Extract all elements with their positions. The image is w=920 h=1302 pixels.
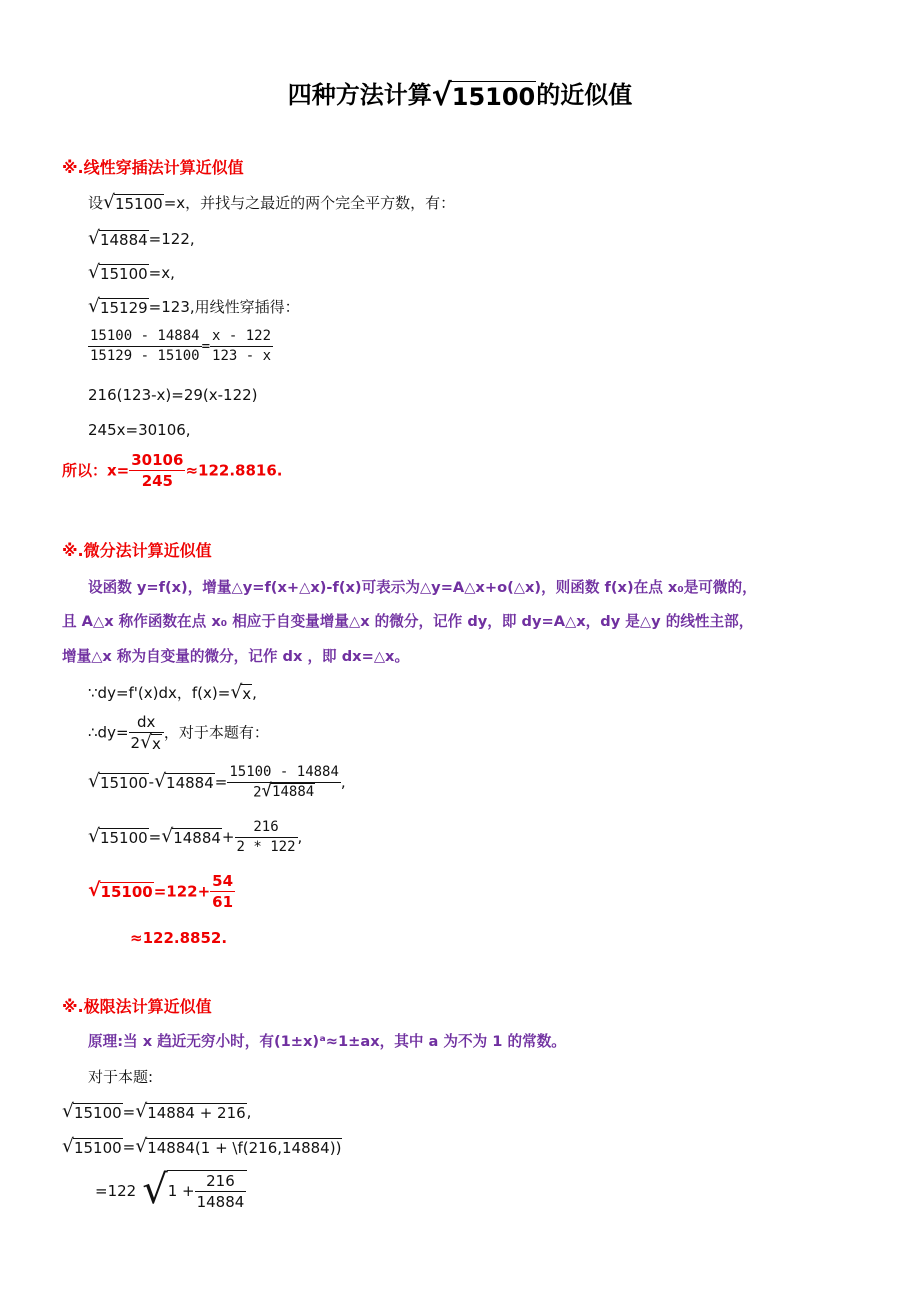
denominator: 2 * 122 bbox=[236, 838, 296, 855]
fraction bbox=[227, 763, 341, 802]
page-title bbox=[0, 78, 920, 112]
radicand: 14884 bbox=[173, 828, 221, 847]
section-heading-linear: ※.线性穿插法计算近似值 bbox=[62, 158, 244, 177]
limit-intro: 对于本题: bbox=[88, 1068, 154, 1086]
limit-principle: 原理:当 x 趋近无穷小时，有(1±x)ᵃ≈1±ax，其中 a 为不为 1 的常数。 bbox=[88, 1033, 566, 1050]
sqrt-symbol: √ 14884 bbox=[154, 770, 214, 792]
equals-sign: = bbox=[201, 338, 211, 355]
text: 2 bbox=[130, 734, 141, 753]
sqrt-symbol: √ 14884 bbox=[261, 780, 315, 801]
text: 2 bbox=[253, 784, 262, 801]
text: , bbox=[252, 684, 257, 702]
limit-line-2 bbox=[62, 1136, 342, 1158]
sqrt-symbol: √ 15100 bbox=[88, 770, 148, 792]
section-heading-limit: ※.极限法计算近似值 bbox=[62, 997, 212, 1016]
denominator: 14884 bbox=[196, 1193, 245, 1212]
title-suffix: 的近似值 bbox=[536, 81, 633, 109]
text: 设 bbox=[88, 194, 104, 212]
text: ∴dy= bbox=[88, 723, 129, 742]
radicand: 15100 bbox=[99, 264, 148, 283]
fraction bbox=[235, 818, 298, 857]
sqrt-symbol: √ 15129 bbox=[88, 295, 148, 317]
text: =122 bbox=[95, 1181, 137, 1200]
fraction bbox=[129, 712, 164, 754]
title-prefix: 四种方法计算 bbox=[287, 81, 432, 109]
section-heading-differential: ※.微分法计算近似值 bbox=[62, 541, 212, 560]
text: ≈122.8816. bbox=[185, 461, 283, 480]
numerator: x - 122 bbox=[210, 327, 273, 347]
equals-sign: = bbox=[148, 827, 162, 846]
text: 所以：x= bbox=[62, 461, 130, 480]
fraction bbox=[195, 1171, 247, 1213]
sqrt-symbol: √ 14884(1 + \f(216,14884)) bbox=[135, 1135, 342, 1157]
radicand bbox=[167, 1170, 248, 1213]
linear-line-7: 245x=30106, bbox=[88, 421, 191, 439]
radicand: 15100 bbox=[114, 194, 163, 213]
text: =x，并找与之最近的两个完全平方数，有： bbox=[163, 194, 456, 212]
differential-definition-3: 增量△x 称为自变量的微分，记作 dx ，即 dx=△x。 bbox=[62, 648, 410, 665]
radicand: 15100 bbox=[73, 1103, 122, 1122]
denominator: 123 - x bbox=[212, 347, 272, 364]
numerator: 54 bbox=[210, 871, 235, 892]
numerator: 216 bbox=[195, 1171, 247, 1192]
sqrt-symbol: √ 14884 + 216 bbox=[135, 1100, 246, 1122]
limit-line-3 bbox=[95, 1167, 247, 1213]
linear-result bbox=[62, 450, 282, 492]
radicand: x bbox=[152, 734, 161, 753]
equals-sign: = bbox=[122, 1138, 136, 1156]
differential-definition-2: 且 A△x 称作函数在点 x₀ 相应于自变量增量△x 的微分，记作 dy，即 dy=A△x，dy 是△y 的线性主部， bbox=[62, 613, 754, 630]
numerator: 216 bbox=[235, 818, 298, 838]
equals-sign: = bbox=[122, 1103, 136, 1121]
radicand: 14884 bbox=[99, 230, 148, 249]
sqrt-symbol: √ 1 + $\frac{216}{14884}$ bbox=[142, 1170, 247, 1213]
sqrt-symbol: √ 15100 bbox=[431, 77, 536, 113]
text: , bbox=[340, 773, 346, 792]
denominator bbox=[129, 733, 164, 753]
text: , bbox=[297, 827, 303, 846]
numerator: 15100 - 14884 bbox=[227, 763, 341, 783]
sqrt-symbol: √ 15100 bbox=[88, 261, 148, 283]
text: =123,用线性穿插得： bbox=[148, 298, 300, 316]
differential-line-4 bbox=[88, 818, 302, 857]
differential-definition-1: 设函数 y=f(x)，增量△y=f(x+△x)-f(x)可表示为△y=A△x+o(△x)，则函数 f(x)在点 x₀是可微的， bbox=[88, 579, 757, 596]
text: =x, bbox=[148, 264, 175, 282]
radicand: 14884 bbox=[272, 783, 315, 800]
numerator: dx bbox=[129, 712, 164, 733]
sqrt-symbol: √ 15100 bbox=[62, 1100, 122, 1122]
radicand: 15100 bbox=[99, 773, 148, 792]
radicand: x bbox=[242, 684, 252, 703]
radicand: 14884 bbox=[166, 773, 214, 792]
sqrt-symbol: √ 15100 bbox=[88, 879, 153, 901]
sqrt-symbol: √ 15100 bbox=[103, 191, 163, 213]
linear-line-3 bbox=[88, 262, 175, 284]
title-radicand: 15100 bbox=[451, 82, 536, 111]
denominator: 61 bbox=[212, 893, 234, 912]
sqrt-symbol: √ 15100 bbox=[62, 1135, 122, 1157]
radicand: 15129 bbox=[99, 298, 148, 317]
interpolation-equation bbox=[88, 327, 273, 366]
linear-line-2 bbox=[88, 228, 195, 250]
equals-sign: = bbox=[214, 773, 228, 792]
differential-line-1 bbox=[88, 682, 257, 704]
sqrt-symbol: √ x bbox=[140, 731, 161, 753]
radicand: 15100 bbox=[100, 882, 153, 901]
denominator: 245 bbox=[141, 472, 173, 491]
text: - bbox=[148, 773, 155, 792]
text: =122, bbox=[148, 230, 195, 248]
text: 1 + bbox=[167, 1182, 195, 1201]
linear-line-6: 216(123-x)=29(x-122) bbox=[88, 386, 258, 404]
linear-line-4 bbox=[88, 296, 300, 318]
numerator: 30106 bbox=[129, 450, 185, 471]
sqrt-symbol: √ 14884 bbox=[161, 825, 221, 847]
fraction bbox=[210, 327, 273, 366]
radicand: 14884 + 216 bbox=[147, 1103, 246, 1122]
fraction bbox=[88, 327, 202, 366]
denominator bbox=[227, 780, 341, 802]
differential-result bbox=[88, 871, 235, 913]
fraction bbox=[210, 871, 235, 913]
radicand: 15100 bbox=[99, 828, 148, 847]
fraction bbox=[129, 450, 185, 492]
differential-line-2 bbox=[88, 712, 269, 754]
differential-line-3 bbox=[88, 763, 346, 802]
text: , bbox=[246, 1103, 252, 1121]
sqrt-symbol: √ 14884 bbox=[88, 227, 148, 249]
differential-approx: ≈122.8852. bbox=[130, 929, 228, 947]
text: =122+ bbox=[153, 882, 211, 901]
radicand: 14884(1 + \f(216,14884)) bbox=[147, 1138, 342, 1157]
text: ，对于本题有： bbox=[163, 723, 269, 742]
text: ∵dy=f'(x)dx，f(x)= bbox=[88, 684, 231, 702]
numerator: 15100 - 14884 bbox=[88, 327, 202, 347]
sqrt-symbol: √ x bbox=[230, 681, 252, 703]
sqrt-symbol: √ 15100 bbox=[88, 825, 148, 847]
linear-line-1 bbox=[88, 192, 455, 214]
radicand: 15100 bbox=[73, 1138, 122, 1157]
text: + bbox=[221, 827, 235, 846]
denominator: 15129 - 15100 bbox=[90, 347, 200, 364]
limit-line-1 bbox=[62, 1101, 251, 1123]
